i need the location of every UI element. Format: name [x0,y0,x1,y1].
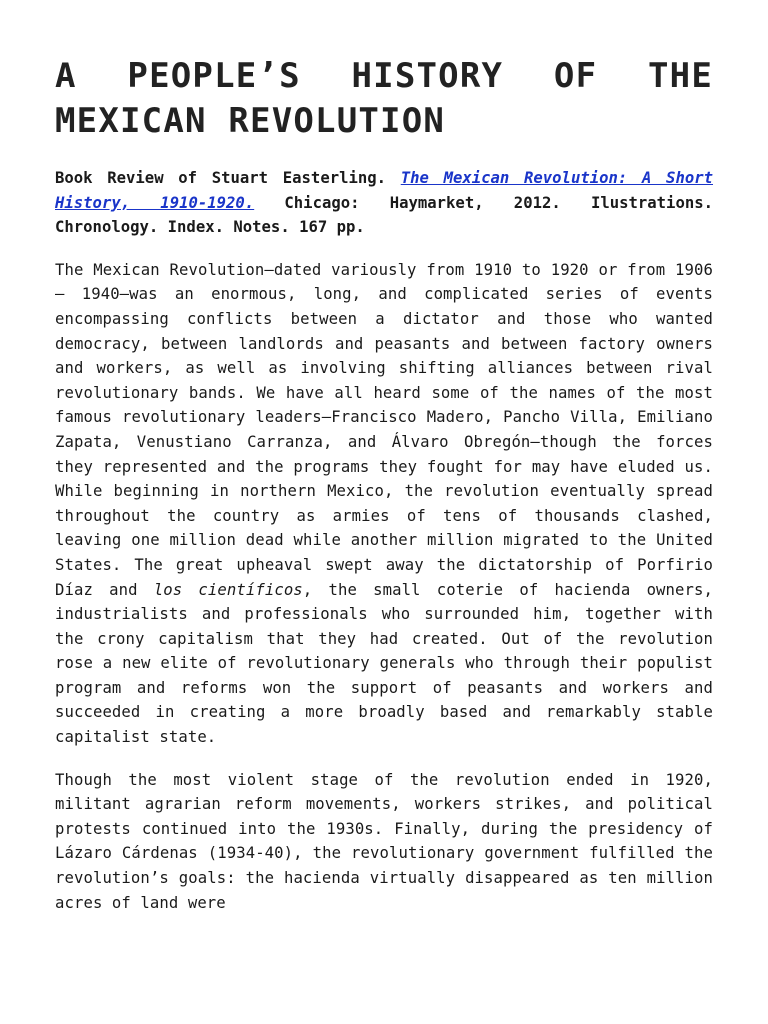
article-title-line-2: MEXICAN REVOLUTION [55,101,446,141]
paragraph-1-part-2: , the small coterie of hacienda owners, industrialists and professionals who surrounded him, together with the crony capitalism that they had created. Out of the revolution rose a new elite of revolutionary generals who through their populist program and reforms won the support of peasants and workers and succeeded in creating a more broadly based and remarkably stable capitalist state. [55,580,713,747]
article-title-line-1: A PEOPLE’S HISTORY OF THE [55,56,713,96]
article-title [55,54,713,144]
article-page [55,54,713,915]
paragraph-1 [55,258,713,750]
paragraph-1-italic-term: los científicos [153,580,303,599]
book-citation [55,166,713,240]
paragraph-2: Though the most violent stage of the revolution ended in 1920, militant agrarian reform movements, workers strikes, and political protests continued into the 1930s. Finally, during the presidency of Lázaro Cárdenas (1934-40), the revolutionary government fulfilled the revolution’s goals: the hacienda virtually disappeared as ten million acres of land were [55,770,713,912]
paragraph-1-part-1: The Mexican Revolution—dated variously from 1910 to 1920 or from 1906 – 1940—was an enormous, long, and complicated series of events encompassing conflicts between a dictator and those who wanted democracy, between landlords and peasants and between factory owners and workers, as well as involving shifting alliances between rival revolutionary bands. We have all heard some of the names of the most famous revolutionary leaders—Francisco Madero, Pancho Villa, Emiliano Zapata, Venustiano Carranza, and Álvaro Obregón—though the forces they represented and the programs they fought for may have eluded us. While beginning in northern Mexico, the revolution eventually spread throughout the country as armies of tens of thousands clashed, leaving one million dead while another million migrated to the United States. The great upheaval swept away the dictatorship of Porfirio Díaz and [55,260,713,599]
book-title-link[interactable]: The Mexican Revolution: A Short History, 1910-1920. [55,169,713,212]
citation-suffix: Chicago: Haymarket, 2012. Ilustrations. Chronology. Index. Notes. 167 pp. [55,193,713,237]
citation-prefix: Book Review of Stuart Easterling. [55,169,401,187]
